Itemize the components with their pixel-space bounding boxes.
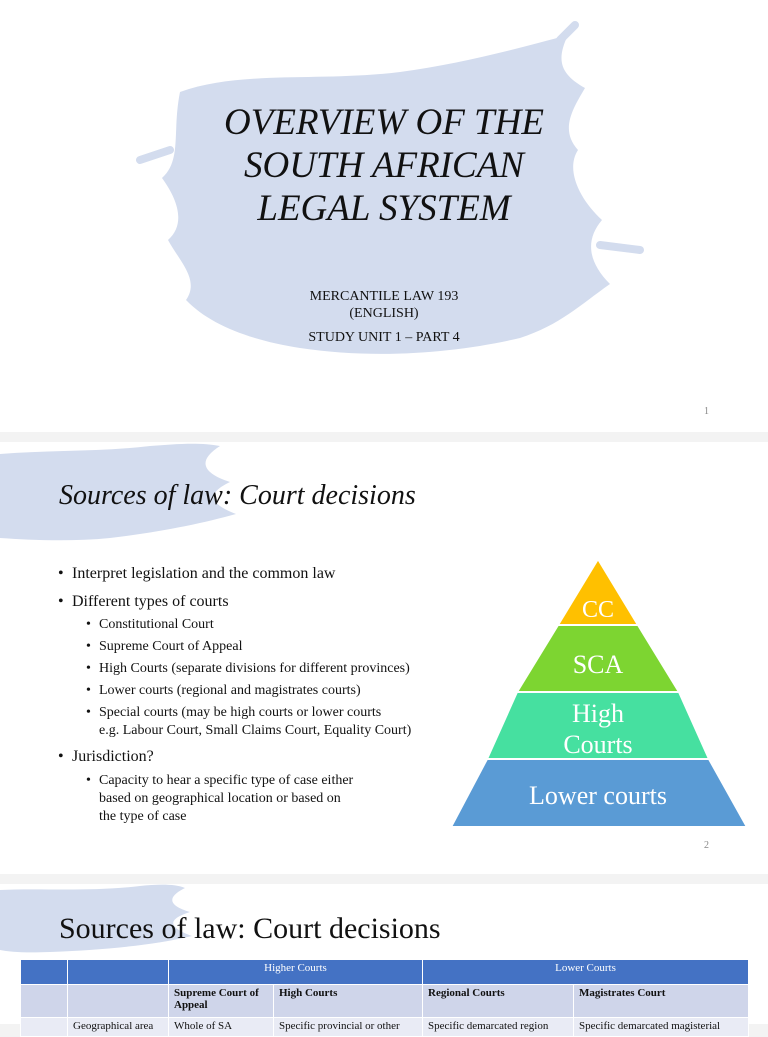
sub-bullet-capacity: • Capacity to hear a specific type of case either based on geographical location or based on the type of case [86, 772, 353, 826]
header-higher-courts: Higher Courts [169, 960, 423, 985]
subheader-magistrates-court: Magistrates Court [574, 985, 749, 1018]
subtitle-line-2: (ENGLISH) [349, 306, 419, 321]
pyramid-label-sca: SCA [572, 650, 624, 679]
subheader-cell [68, 985, 169, 1018]
header-cell [68, 960, 169, 985]
table-header-row [21, 960, 749, 985]
table-cell [21, 1018, 68, 1037]
table-cell: Geographical area [68, 1018, 169, 1037]
header-cell [21, 960, 68, 985]
bullet-interpret: • Interpret legislation and the common law [58, 565, 335, 583]
sub-bullet-special-courts: • Special courts (may be high courts or lower courts e.g. Labour Court, Small Claims Court, Equality Court) [86, 704, 411, 740]
court-decisions-slide [0, 442, 768, 874]
title-slide [0, 0, 768, 432]
table-cell: Specific demarcated magisterial [574, 1018, 749, 1037]
table-cell: Specific provincial or other [274, 1018, 423, 1037]
table-cell: Specific demarcated region [423, 1018, 574, 1037]
page-number: 1 [704, 406, 709, 417]
subheader-high-courts: High Courts [274, 985, 423, 1018]
table-cell: Whole of SA [169, 1018, 274, 1037]
title-line-3: LEGAL SYSTEM [257, 188, 511, 229]
subtitle-line-3: STUDY UNIT 1 – PART 4 [308, 330, 460, 345]
sub-bullet-constitutional: • Constitutional Court [86, 616, 214, 634]
title-line-1: OVERVIEW OF THE [224, 102, 544, 143]
pyramid-label-courts: Courts [563, 730, 633, 759]
court-hierarchy-pyramid [450, 557, 750, 829]
page-number: 2 [704, 840, 709, 851]
court-table-slide [0, 884, 768, 1032]
pyramid-label-cc: CC [581, 597, 615, 623]
pyramid-label-high: High [572, 699, 624, 728]
table-subheader-row [21, 985, 749, 1018]
subtitle-line-1: MERCANTILE LAW 193 [309, 289, 459, 304]
subheader-sca: Supreme Court of Appeal [169, 985, 274, 1018]
table-row [21, 1018, 749, 1037]
pyramid-label-lower: Lower courts [529, 781, 667, 810]
bullet-jurisdiction: • Jurisdiction? [58, 748, 154, 766]
bullet-types-of-courts: • Different types of courts [58, 593, 229, 611]
slide-title: Sources of law: Court decisions [59, 480, 416, 511]
slide-title: Sources of law: Court decisions [59, 912, 441, 945]
header-lower-courts: Lower Courts [423, 960, 749, 985]
sub-bullet-high-courts: • High Courts (separate divisions for different provinces) [86, 660, 410, 678]
title-line-2: SOUTH AFRICAN [244, 145, 524, 186]
sub-bullet-lower-courts: • Lower courts (regional and magistrates courts) [86, 682, 361, 700]
subheader-regional-courts: Regional Courts [423, 985, 574, 1018]
sub-bullet-sca: • Supreme Court of Appeal [86, 638, 242, 656]
court-comparison-table [20, 959, 749, 1037]
subheader-cell [21, 985, 68, 1018]
presentation-title [120, 101, 648, 230]
